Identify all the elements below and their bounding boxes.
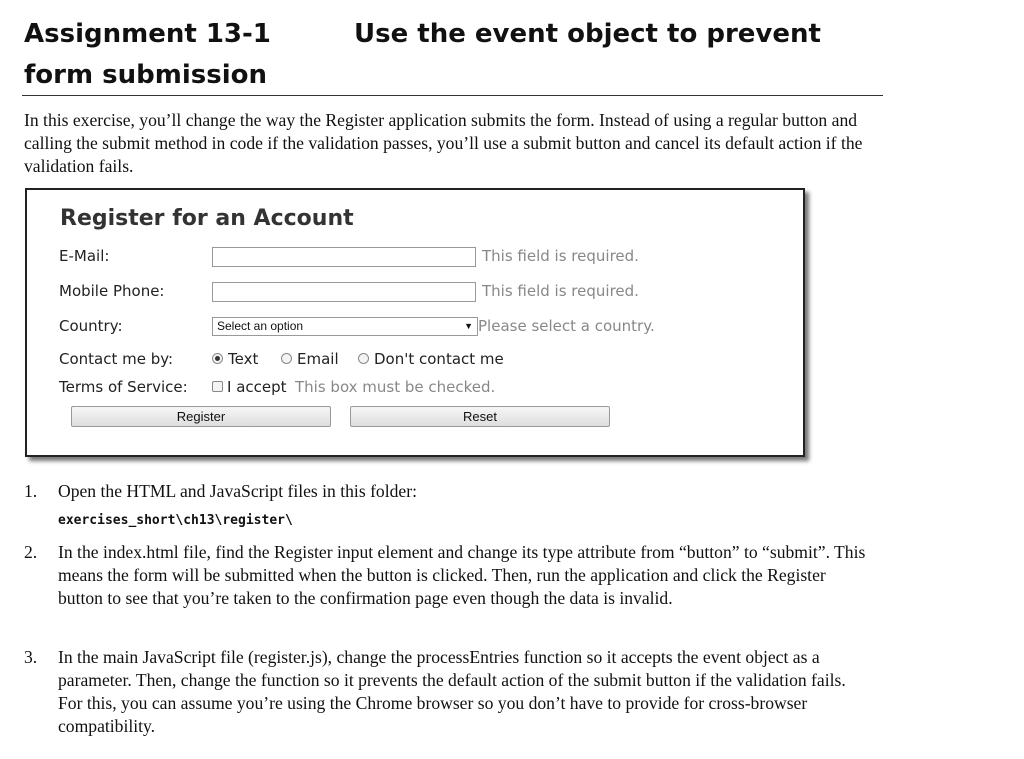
- country-label: Country:: [59, 317, 123, 335]
- assignment-number: Assignment 13-1: [24, 19, 271, 49]
- step-number: 2.: [24, 542, 38, 562]
- contact-email-label: Email: [297, 350, 339, 368]
- phone-input[interactable]: [212, 282, 476, 302]
- page-heading: [24, 14, 884, 96]
- phone-error: This field is required.: [482, 282, 639, 300]
- country-error: Please select a country.: [478, 317, 655, 335]
- terms-checkbox-label: I accept: [227, 378, 287, 396]
- step-number: 1.: [24, 481, 38, 501]
- terms-label: Terms of Service:: [59, 378, 188, 396]
- country-select[interactable]: [212, 317, 478, 336]
- contact-text-radio[interactable]: [212, 353, 223, 364]
- phone-label: Mobile Phone:: [59, 282, 165, 300]
- country-selected-value: Select an option: [217, 319, 304, 333]
- contact-none-radio[interactable]: [358, 353, 369, 364]
- form-title: Register for an Account: [60, 206, 354, 231]
- reset-button[interactable]: Reset: [350, 406, 610, 427]
- step-number: 3.: [24, 647, 38, 667]
- contact-none-label: Don't contact me: [374, 350, 504, 368]
- terms-checkbox[interactable]: [212, 381, 223, 392]
- folder-path: exercises_short\ch13\register\: [58, 513, 293, 528]
- step-text: Open the HTML and JavaScript files in this folder:: [58, 481, 417, 501]
- email-label: E-Mail:: [59, 247, 110, 265]
- contact-email-radio[interactable]: [281, 353, 292, 364]
- register-form-screenshot: [25, 188, 805, 457]
- assignment-title-part2: form submission: [24, 60, 267, 90]
- dropdown-arrow-icon: ▼: [464, 321, 473, 331]
- step-text: In the index.html file, find the Register input element and change its type attribute from “button” to “submit”. This means the form will be submitted when the button is clicked. Then, run the application and click the Register button to see that you’re taken to the confirmation page even though the data is invalid.: [58, 542, 866, 608]
- intro-paragraph: In this exercise, you’ll change the way the Register application submits the form. Instead of using a regular button and calling the submit method in code if the validation passes, you’ll use a submit button and cancel its default action if the validation fails.: [24, 110, 863, 176]
- register-button[interactable]: Register: [71, 406, 331, 427]
- assignment-title-part1: Use the event object to prevent: [354, 19, 821, 49]
- contact-text-label: Text: [228, 350, 259, 368]
- email-input[interactable]: [212, 247, 476, 267]
- contact-label: Contact me by:: [59, 350, 174, 368]
- heading-rule: [22, 95, 883, 96]
- email-error: This field is required.: [482, 247, 639, 265]
- terms-error: This box must be checked.: [295, 378, 496, 396]
- step-text: In the main JavaScript file (register.js), change the processEntries function so it accepts the event object as a parameter. Then, change the function so it prevents the default action of the submit button if the validation fails. For this, you can assume you’re using the Chrome browser so you don’t have to provide for cross-browser compatibility.: [58, 647, 846, 736]
